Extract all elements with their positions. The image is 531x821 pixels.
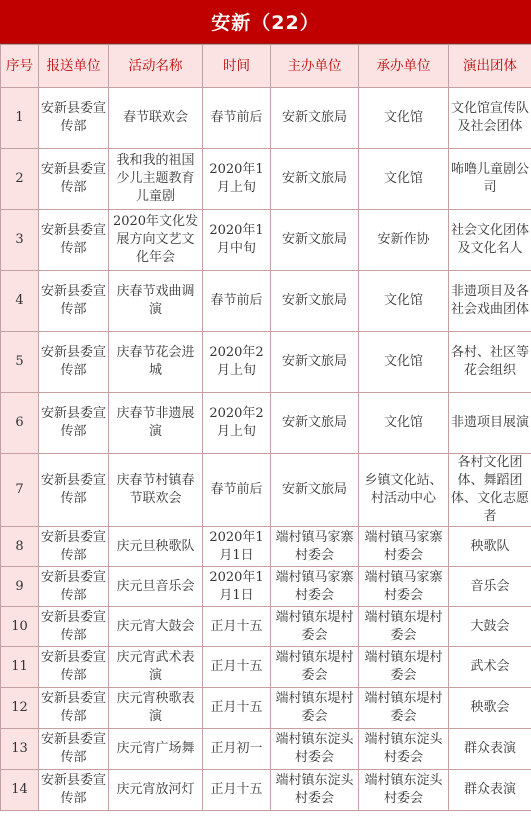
cell-troupe: 秧歌会 [449,688,531,729]
cell-troupe: 音乐会 [449,567,531,607]
cell-organizer: 文化馆 [359,271,449,332]
cell-seq: 12 [1,688,39,729]
cell-seq: 2 [1,149,39,210]
cell-activity: 庆元旦音乐会 [109,567,203,607]
cell-seq: 8 [1,527,39,567]
header-unit: 报送单位 [39,45,109,88]
cell-activity: 春节联欢会 [109,88,203,149]
cell-activity: 庆春节花会进城 [109,332,203,393]
table-row [1,393,531,454]
cell-time: 2020年2月上旬 [203,332,271,393]
cell-time: 2020年2月上旬 [203,393,271,454]
cell-seq: 6 [1,393,39,454]
cell-activity: 庆春节非遗展演 [109,393,203,454]
cell-organizer: 端村镇马家寨村委会 [359,527,449,567]
cell-activity: 我和我的祖国少儿主题教育儿童剧 [109,149,203,210]
cell-organizer: 文化馆 [359,149,449,210]
cell-time: 2020年1月中旬 [203,210,271,271]
cell-host: 端村镇东堤村委会 [271,607,359,647]
cell-seq: 5 [1,332,39,393]
cell-troupe: 非遗项目展演 [449,393,531,454]
cell-seq: 7 [1,454,39,527]
cell-host: 安新文旅局 [271,88,359,149]
cell-organizer: 端村镇东淀头村委会 [359,729,449,770]
cell-organizer: 端村镇马家寨村委会 [359,567,449,607]
cell-time: 2020年1月1日 [203,527,271,567]
cell-troupe: 各村文化团体、舞蹈团体、文化志愿者 [449,454,531,527]
cell-activity: 庆元宵武术表演 [109,647,203,688]
table-row [1,210,531,271]
cell-time: 正月十五 [203,607,271,647]
cell-seq: 13 [1,729,39,770]
cell-unit: 安新县委宣传部 [39,149,109,210]
cell-activity: 庆元宵大鼓会 [109,607,203,647]
cell-organizer: 文化馆 [359,88,449,149]
cell-activity: 庆元宵放河灯 [109,770,203,811]
cell-troupe: 社会文化团体及文化名人 [449,210,531,271]
cell-organizer: 乡镇文化站、村活动中心 [359,454,449,527]
table-row [1,647,531,688]
cell-unit: 安新县委宣传部 [39,271,109,332]
cell-activity: 庆元旦秧歌队 [109,527,203,567]
table-row [1,607,531,647]
cell-organizer: 端村镇东堤村委会 [359,607,449,647]
header-troupe: 演出团体 [449,45,531,88]
cell-activity: 庆元宵秧歌表演 [109,688,203,729]
cell-seq: 10 [1,607,39,647]
cell-activity: 庆元宵广场舞 [109,729,203,770]
cell-troupe: 武术会 [449,647,531,688]
cell-unit: 安新县委宣传部 [39,454,109,527]
activity-table [0,44,531,811]
header-organizer: 承办单位 [359,45,449,88]
cell-host: 端村镇东淀头村委会 [271,729,359,770]
table-title: 安新（22） [0,0,531,44]
cell-seq: 11 [1,647,39,688]
cell-time: 2020年1月1日 [203,567,271,607]
cell-unit: 安新县委宣传部 [39,567,109,607]
table-row [1,88,531,149]
cell-host: 安新文旅局 [271,454,359,527]
cell-host: 安新文旅局 [271,271,359,332]
table-row [1,527,531,567]
cell-troupe: 非遗项目及各社会戏曲团体 [449,271,531,332]
cell-host: 安新文旅局 [271,149,359,210]
header-time: 时间 [203,45,271,88]
cell-troupe: 群众表演 [449,770,531,811]
cell-seq: 4 [1,271,39,332]
cell-unit: 安新县委宣传部 [39,607,109,647]
cell-organizer: 安新作协 [359,210,449,271]
cell-organizer: 端村镇东淀头村委会 [359,770,449,811]
cell-unit: 安新县委宣传部 [39,210,109,271]
cell-time: 春节前后 [203,454,271,527]
cell-troupe: 群众表演 [449,729,531,770]
cell-unit: 安新县委宣传部 [39,332,109,393]
table-row [1,729,531,770]
cell-host: 安新文旅局 [271,393,359,454]
cell-unit: 安新县委宣传部 [39,647,109,688]
table-row [1,688,531,729]
header-row [1,45,531,88]
cell-time: 春节前后 [203,271,271,332]
header-host: 主办单位 [271,45,359,88]
cell-troupe: 大鼓会 [449,607,531,647]
table-row [1,770,531,811]
cell-activity: 庆春节戏曲调演 [109,271,203,332]
cell-organizer: 端村镇东堤村委会 [359,647,449,688]
cell-activity: 2020年文化发展方向文艺文化年会 [109,210,203,271]
cell-unit: 安新县委宣传部 [39,88,109,149]
header-seq: 序号 [1,45,39,88]
cell-activity: 庆春节村镇春节联欢会 [109,454,203,527]
cell-seq: 14 [1,770,39,811]
cell-organizer: 端村镇东堤村委会 [359,688,449,729]
table-row [1,271,531,332]
cell-troupe: 秧歌队 [449,527,531,567]
cell-troupe: 咘噜儿童剧公司 [449,149,531,210]
cell-organizer: 文化馆 [359,393,449,454]
cell-seq: 9 [1,567,39,607]
cell-time: 春节前后 [203,88,271,149]
cell-unit: 安新县委宣传部 [39,688,109,729]
cell-host: 端村镇东堤村委会 [271,647,359,688]
cell-troupe: 文化馆宣传队及社会团体 [449,88,531,149]
cell-time: 正月十五 [203,770,271,811]
table-row [1,149,531,210]
cell-troupe: 各村、社区等花会组织 [449,332,531,393]
cell-host: 安新文旅局 [271,332,359,393]
cell-host: 端村镇马家寨村委会 [271,567,359,607]
cell-seq: 1 [1,88,39,149]
table-row [1,567,531,607]
table-row [1,454,531,527]
cell-unit: 安新县委宣传部 [39,527,109,567]
cell-host: 安新文旅局 [271,210,359,271]
cell-host: 端村镇马家寨村委会 [271,527,359,567]
cell-unit: 安新县委宣传部 [39,393,109,454]
cell-unit: 安新县委宣传部 [39,770,109,811]
cell-time: 2020年1月上旬 [203,149,271,210]
header-activity: 活动名称 [109,45,203,88]
cell-organizer: 文化馆 [359,332,449,393]
table-row [1,332,531,393]
cell-time: 正月十五 [203,647,271,688]
cell-time: 正月十五 [203,688,271,729]
cell-host: 端村镇东淀头村委会 [271,770,359,811]
cell-unit: 安新县委宣传部 [39,729,109,770]
cell-seq: 3 [1,210,39,271]
cell-time: 正月初一 [203,729,271,770]
cell-host: 端村镇东堤村委会 [271,688,359,729]
